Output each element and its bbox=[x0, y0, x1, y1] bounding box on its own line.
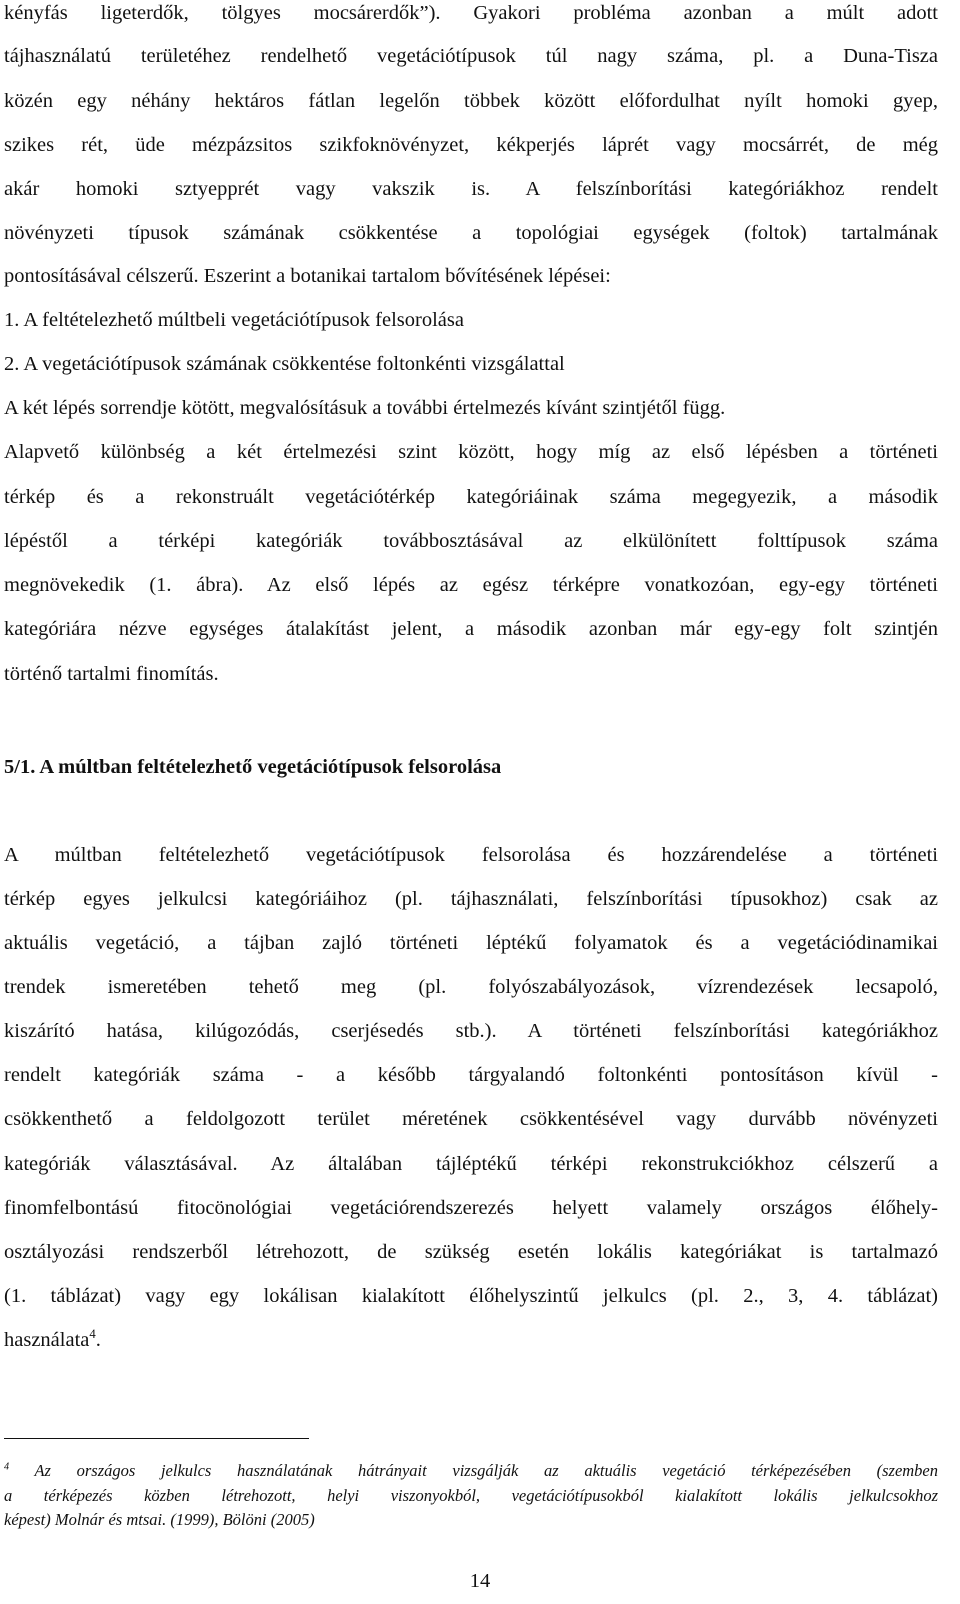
footnote-reference[interactable]: 4 bbox=[89, 1327, 96, 1342]
list-item-1: 1. A feltételezhető múltbeli vegetációtípusok felsorolása bbox=[4, 309, 464, 331]
body-line: Alapvető különbség a két értelmezési szint között, hogy míg az első lépésben a történeti bbox=[4, 441, 938, 463]
body-line: kiszárító hatása, kilúgozódás, cserjésedés stb.). A történeti felszínborítási kategóriákhoz bbox=[4, 1020, 938, 1042]
list-item-2: 2. A vegetációtípusok számának csökkentése foltonkénti vizsgálattal bbox=[4, 353, 565, 375]
body-line: trendek ismeretében tehető meg (pl. folyószabályozások, vízrendezések lecsapoló, bbox=[4, 976, 938, 998]
body-line: kategóriára nézve egységes átalakítást jelent, a második azonban már egy-egy folt szintjén bbox=[4, 618, 938, 640]
body-line: csökkenthető a feldolgozott terület méretének csökkentésével vagy durvább növényzeti bbox=[4, 1108, 938, 1130]
body-text: használata bbox=[4, 1329, 90, 1351]
body-line-last bbox=[4, 1327, 938, 1353]
footnote-text: Az országos jelkulcs használatának hátrányait vizsgálják az aktuális vegetáció térképezésében (szemben bbox=[34, 1461, 939, 1480]
body-line: lépéstől a térképi kategóriák továbbosztásával az elkülönített folttípusok száma bbox=[4, 530, 938, 552]
footnote-line: képest) Molnár és mtsai. (1999), Bölöni (2005) bbox=[4, 1510, 315, 1529]
footnote-line: a térképezés közben létrehozott, helyi viszonyokból, vegetációtípusokból kialakított lokális jelkulcsokhoz bbox=[4, 1486, 938, 1505]
body-line: A múltban feltételezhető vegetációtípusok felsorolása és hozzárendelése a történeti bbox=[4, 844, 938, 866]
body-line: növényzeti típusok számának csökkentése a topológiai egységek (foltok) tartalmának bbox=[4, 222, 938, 244]
body-line: akár homoki sztyepprét vagy vakszik is. A felszínborítási kategóriákhoz rendelt bbox=[4, 178, 938, 200]
body-line: kategóriák választásával. Az általában tájléptékű térképi rekonstrukciókhoz célszerű a bbox=[4, 1153, 938, 1175]
body-text: . bbox=[95, 1329, 101, 1351]
body-line: szikes rét, üde mézpázsitos szikfoknövényzet, kékperjés láprét vagy mocsárrét, de még bbox=[4, 134, 938, 156]
body-line: térkép és a rekonstruált vegetációtérkép kategóriáinak száma megegyezik, a második bbox=[4, 486, 938, 508]
body-line: A két lépés sorrendje kötött, megvalósításuk a további értelmezés kívánt szintjétől függ. bbox=[4, 397, 726, 419]
footnote-separator bbox=[4, 1438, 309, 1439]
body-line: tájhasználatú területéhez rendelhető vegetációtípusok túl nagy száma, pl. a Duna-Tisza bbox=[4, 45, 938, 67]
page-number: 14 bbox=[469, 1570, 491, 1592]
footnote-line bbox=[4, 1460, 938, 1482]
body-line: finomfelbontású fitocönológiai vegetációrendszerezés helyett valamely országos élőhely- bbox=[4, 1197, 938, 1219]
body-line: osztályozási rendszerből létrehozott, de szükség esetén lokális kategóriákat is tartalmazó bbox=[4, 1241, 938, 1263]
body-line: megnövekedik (1. ábra). Az első lépés az egész térképre vonatkozóan, egy-egy történeti bbox=[4, 574, 938, 596]
body-line: (1. táblázat) vagy egy lokálisan kialakított élőhelyszintű jelkulcs (pl. 2., 3, 4. táblázat) bbox=[4, 1285, 938, 1307]
body-line: kényfás ligeterdők, tölgyes mocsárerdők”). Gyakori probléma azonban a múlt adott bbox=[4, 2, 938, 24]
body-line: pontosításával célszerű. Eszerint a botanikai tartalom bővítésének lépései: bbox=[4, 265, 611, 287]
body-line: történő tartalmi finomítás. bbox=[4, 663, 219, 685]
body-line: rendelt kategóriák száma - a később tárgyalandó foltonkénti pontosításon kívül - bbox=[4, 1064, 938, 1086]
body-line: aktuális vegetáció, a tájban zajló történeti léptékű folyamatok és a vegetációdinamikai bbox=[4, 932, 938, 954]
footnote-marker: 4 bbox=[4, 1461, 10, 1473]
section-heading: 5/1. A múltban feltételezhető vegetációtípusok felsorolása bbox=[4, 756, 502, 778]
body-line: térkép egyes jelkulcsi kategóriáihoz (pl. tájhasználati, felszínborítási típusokhoz) csak az bbox=[4, 888, 938, 910]
body-line: közén egy néhány hektáros fátlan legelőn többek között előfordulhat nyílt homoki gyep, bbox=[4, 90, 938, 112]
